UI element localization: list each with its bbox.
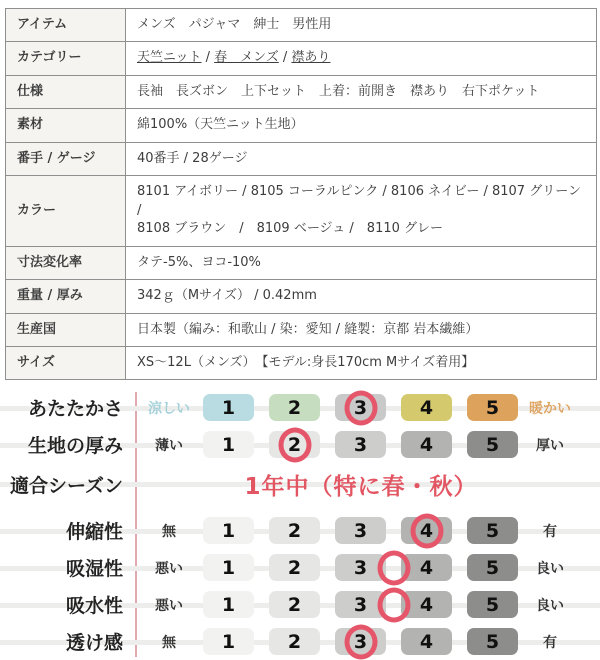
rating-label: あたたかさ: [27, 398, 123, 421]
scale-pill: 2: [269, 431, 320, 458]
spec-label: 重量 / 厚み: [6, 280, 126, 313]
scale-pill: 2: [269, 628, 320, 655]
scale-min-label: 涼しい: [148, 400, 190, 417]
spec-label: 素材: [6, 109, 126, 142]
spec-value: 長袖 長ズボン 上下セット 上着：前開き 襟あり 右下ポケット: [126, 75, 597, 108]
rating-row: [0, 586, 600, 623]
spec-label: アイテム: [6, 9, 126, 42]
rating-circle-marker: [377, 550, 410, 585]
spec-row: [6, 346, 597, 379]
scale-pill: 3: [335, 517, 386, 544]
scale-min-label: 悪い: [155, 597, 183, 614]
scale-pill: 3: [335, 554, 386, 581]
spec-label: サイズ: [6, 346, 126, 379]
rating-label: 吸水性: [65, 595, 123, 618]
scale-pill: 4: [401, 591, 452, 618]
category-link[interactable]: 春 メンズ: [214, 50, 279, 66]
scale-pill: 5: [467, 394, 518, 421]
rating-rows: [0, 389, 600, 660]
rating-row: [0, 463, 600, 505]
rating-label: 伸縮性: [65, 521, 123, 544]
rating-circle-marker: [410, 513, 443, 548]
rating-row: [0, 426, 600, 463]
rating-row: [0, 389, 600, 426]
category-link[interactable]: 襟あり: [291, 50, 331, 66]
season-text: 1年中（特に春・秋）: [244, 473, 478, 500]
scale-pills: [203, 591, 518, 618]
scale-max-label: 厚い: [536, 437, 564, 454]
rating-label: 生地の厚み: [27, 435, 123, 458]
scale-min-label: 薄い: [155, 437, 183, 454]
spec-row: [6, 313, 597, 346]
scale-pill: 1: [203, 394, 254, 421]
spec-value: メンズ パジャマ 紳士 男性用: [126, 9, 597, 42]
rating-circle-marker: [344, 624, 377, 659]
spec-value: 8101 アイボリー / 8105 コーラルピンク / 8106 ネイビー / 8107 グリーン / 8108 ブラウン / 8109 ベージュ / 8110 グレー: [126, 176, 597, 246]
spec-label: 仕様: [6, 75, 126, 108]
spec-value: タテ-5%、ヨコ-10%: [126, 246, 597, 279]
scale-min-label: 無: [162, 634, 176, 651]
scale-pills: [203, 517, 518, 544]
scale-pill: 2: [269, 394, 320, 421]
scale-pill: 3: [335, 431, 386, 458]
rating-label: 適合シーズン: [9, 474, 123, 497]
scale-pill: 5: [467, 517, 518, 544]
spec-table: [5, 8, 597, 380]
scale-pill: 3: [335, 394, 386, 421]
spec-row: [6, 9, 597, 42]
spec-row: [6, 142, 597, 175]
spec-row: [6, 75, 597, 108]
scale-max-label: 暖かい: [529, 400, 571, 417]
spec-row: [6, 280, 597, 313]
scale-pill: 2: [269, 591, 320, 618]
spec-label: 寸法変化率: [6, 246, 126, 279]
scale-max-label: 有: [543, 523, 557, 540]
scale-pill: 4: [401, 554, 452, 581]
scale-pill: 4: [401, 431, 452, 458]
ratings-chart: [0, 389, 600, 660]
spec-label: 番手 / ゲージ: [6, 142, 126, 175]
spec-label: カラー: [6, 176, 126, 246]
scale-pill: 1: [203, 628, 254, 655]
spec-value: 日本製（編み：和歌山 / 染：愛知 / 縫製：京都 岩本繊維）: [126, 313, 597, 346]
spec-value: 綿100%（天竺ニット生地）: [126, 109, 597, 142]
spec-label: カテゴリー: [6, 42, 126, 75]
scale-pill: 5: [467, 628, 518, 655]
spec-table-body: [6, 9, 597, 380]
scale-pill: 2: [269, 517, 320, 544]
spec-row: [6, 42, 597, 75]
scale-pill: 4: [401, 517, 452, 544]
scale-max-label: 有: [543, 634, 557, 651]
rating-row: [0, 623, 600, 660]
category-link[interactable]: 天竺ニット: [137, 50, 202, 66]
spec-row: [6, 109, 597, 142]
scale-max-label: 良い: [536, 560, 564, 577]
scale-pill: 3: [335, 628, 386, 655]
product-spec-page: [0, 8, 600, 655]
scale-pills: [203, 431, 518, 458]
rating-label: 吸湿性: [65, 558, 123, 581]
rating-circle-marker: [377, 587, 410, 622]
scale-pill: 3: [335, 591, 386, 618]
scale-pill: 1: [203, 554, 254, 581]
scale-pill: 1: [203, 431, 254, 458]
scale-pill: 5: [467, 431, 518, 458]
spec-row: [6, 246, 597, 279]
spec-value: 342ｇ（Mサイズ） / 0.42mm: [126, 280, 597, 313]
rating-circle-marker: [344, 390, 377, 425]
spec-row: [6, 176, 597, 246]
spec-value: 天竺ニット / 春 メンズ / 襟あり: [126, 42, 597, 75]
spec-label: 生産国: [6, 313, 126, 346]
rating-circle-marker: [278, 427, 311, 462]
scale-min-label: 無: [162, 523, 176, 540]
spec-value: XS～12L（メンズ） 【モデル:身長170cm Mサイズ着用】: [126, 346, 597, 379]
scale-max-label: 良い: [536, 597, 564, 614]
scale-min-label: 悪い: [155, 560, 183, 577]
spec-value: 40番手 / 28ゲージ: [126, 142, 597, 175]
rating-label: 透け感: [65, 632, 123, 655]
scale-pill: 4: [401, 628, 452, 655]
scale-pill: 5: [467, 554, 518, 581]
scale-pill: 2: [269, 554, 320, 581]
scale-pill: 1: [203, 517, 254, 544]
scale-pill: 5: [467, 591, 518, 618]
scale-pill: 1: [203, 591, 254, 618]
scale-pill: 4: [401, 394, 452, 421]
rating-row: [0, 512, 600, 549]
scale-pills: [203, 554, 518, 581]
rating-row: [0, 549, 600, 586]
